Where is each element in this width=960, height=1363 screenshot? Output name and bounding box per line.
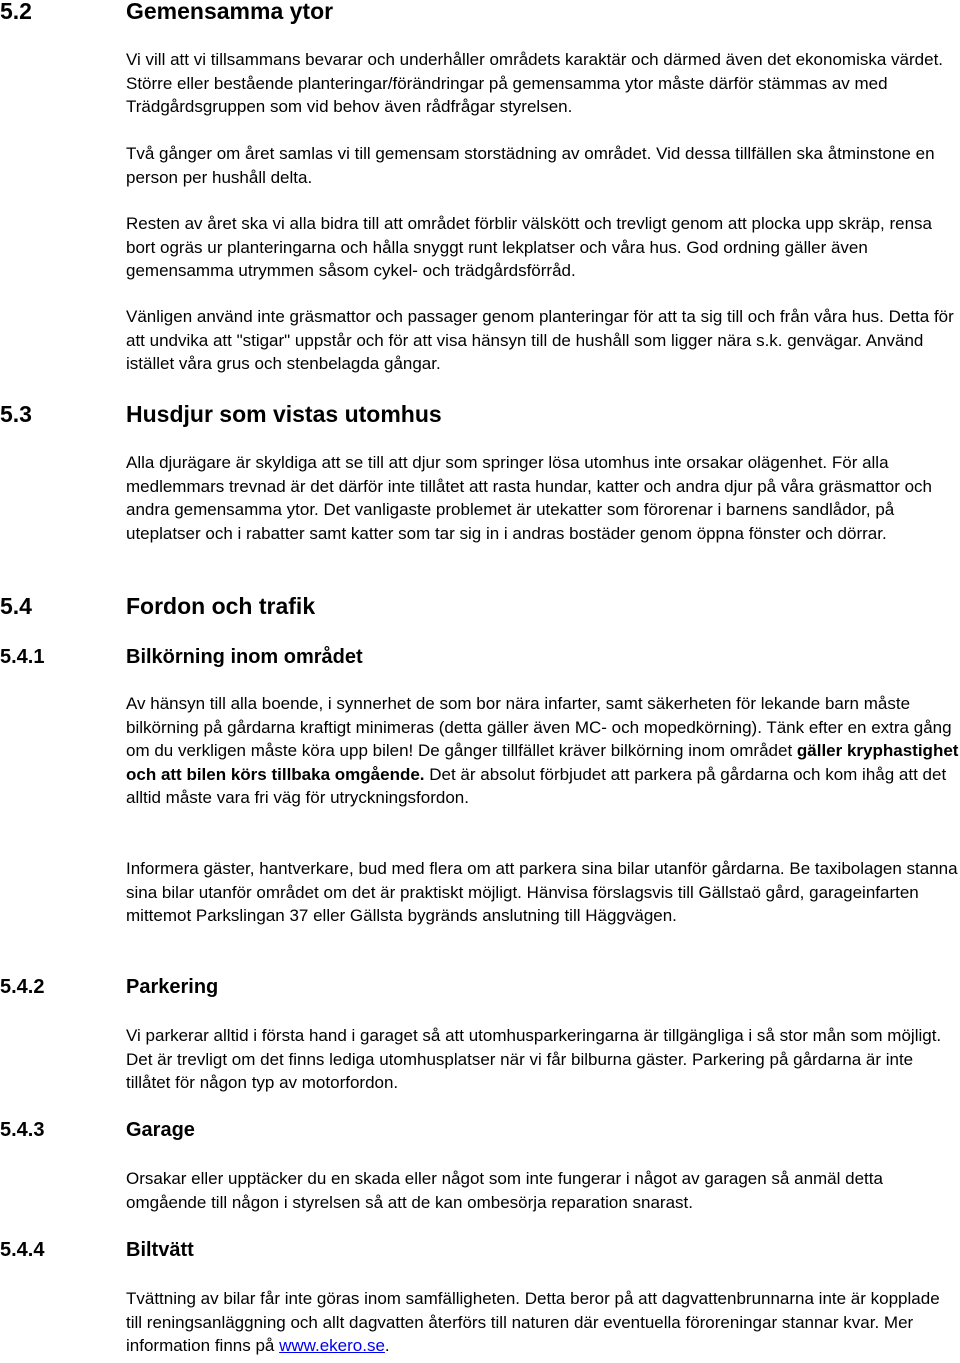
- section-title: Bilkörning inom området: [126, 646, 363, 668]
- text-run: Det är absolut förbjudet att parkera på gårdarna och kom ihåg att det alltid måste vara fri väg för utryckningsfordon.: [126, 764, 947, 807]
- paragraph: Alla djurägare är skyldiga att se till att djur som springer lösa utomhus inte orsakar olägenhet. För alla medlemmars trevnad är det därför inte tillåtet att rasta hundar, katter och andra djur på våra gräsmattor och andra gemensamma ytor. Det vanligaste problemet är utekatter som förorenar i barnens sandlådor, på uteplatser och i rabatter samt katter som tar sig in i andras bostäder genom öppna fönster och dörrar.: [126, 453, 933, 543]
- paragraph: Vi vill att vi tillsammans bevarar och underhåller områdets karaktär och därmed även det ekonomiska värdet. Större eller bestående planteringar/förändringar på gemensamma ytor måste därför stämmas av med Trädgårdsgruppen som vid behov även rådfrågar styrelsen.: [126, 50, 944, 116]
- paragraph: Vänligen använd inte gräsmattor och passager genom planteringar för att ta sig till och från våra hus. Detta för att undvika att "stigar" uppstår och för att visa hänsyn till de hushåll som ligger nära s.k. genvägar. Använd istället våra grus och stenbelagda gångar.: [126, 307, 954, 373]
- section-number: 5.4: [0, 593, 32, 619]
- paragraph: Resten av året ska vi alla bidra till att området förblir välskött och trevligt genom att plocka upp skräp, rensa bort ogräs ur planteringarna och hålla snyggt runt lekplatser och våra hus. God ordning gäller även gemensamma utrymmen såsom cykel- och trädgårdsförråd.: [126, 214, 932, 280]
- section-number: 5.4.3: [0, 1119, 45, 1141]
- section-title: Garage: [126, 1119, 195, 1141]
- section-number: 5.4.2: [0, 976, 45, 998]
- emphasis-text: gäller kryphastighet och att bilen körs tillbaka omgående.: [126, 741, 959, 784]
- section-number: 5.4.4: [0, 1239, 45, 1261]
- ekero-link[interactable]: www.ekero.se: [279, 1336, 385, 1355]
- section-title: Gemensamma ytor: [126, 0, 334, 24]
- text-run: Av hänsyn till alla boende, i synnerhet de som bor nära infarter, samt säkerheten för lekande barn måste bilkörning på gårdarna kraftigt minimeras (detta gäller även MC- och mopedkörning). Tänk efter en extra gång om du verkligen måste köra upp bilen! De gånger tillfället kräver bilkörning inom området: [126, 694, 952, 760]
- section-title: Husdjur som vistas utomhus: [126, 401, 442, 427]
- paragraph: [126, 1287, 960, 1358]
- section-number: 5.4.1: [0, 646, 45, 668]
- paragraph: Två gånger om året samlas vi till gemensam storstädning av området. Vid dessa tillfällen ska åtminstone en person per hushåll delta.: [126, 144, 935, 187]
- paragraph: Orsakar eller upptäcker du en skada eller något som inte fungerar i något av garagen så anmäl detta omgående till någon i styrelsen så att de kan ombesörja reparation snarast.: [126, 1169, 883, 1212]
- text-run: Tvättning av bilar får inte göras inom samfälligheten. Detta beror på att dagvattenbrunnarna inte är kopplade till reningsanläggning och allt dagvatten återförs till naturen där eventuella föroreningar stannar kvar. Mer information finns på: [126, 1289, 940, 1355]
- text-run: .: [384, 1336, 390, 1355]
- section-title: Parkering: [126, 976, 219, 998]
- paragraph: Vi parkerar alltid i första hand i garaget så att utomhusparkeringarna är tillgängliga i så stor mån som möjligt. Det är trevligt om det finns lediga utomhusplatser när vi får bilburna gäster. Parkering på gårdarna är inte tillåtet för någon typ av motorfordon.: [126, 1026, 942, 1092]
- section-title: Biltvätt: [126, 1239, 194, 1261]
- paragraph: Informera gäster, hantverkare, bud med flera om att parkera sina bilar utanför gårdarna. Be taxibolagen stanna sina bilar utanför området om det är praktiskt möjligt. Hänvisa förslagsvis till Gällstaö gård, garageinfarten mittemot Parkslingan 37 eller Gällsta bygränds anslutning till Häggvägen.: [126, 859, 958, 925]
- section-title: Fordon och trafik: [126, 593, 316, 619]
- paragraph: [126, 692, 960, 810]
- section-number: 5.3: [0, 401, 32, 427]
- section-number: 5.2: [0, 0, 32, 24]
